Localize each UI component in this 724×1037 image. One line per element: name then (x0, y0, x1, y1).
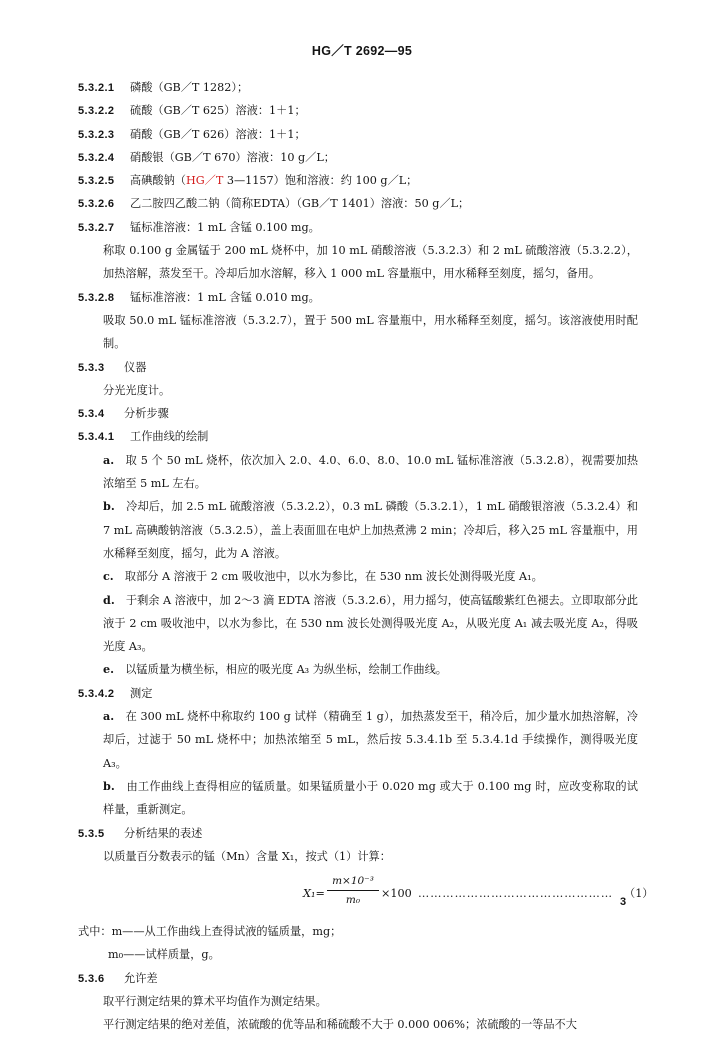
clause-number: 5.3.2.6 (78, 198, 115, 211)
formula-number: （1） (624, 887, 654, 901)
item-text: 以锰质量为横坐标，相应的吸光度 A₃ 为纵坐标，绘制工作曲线。 (125, 663, 447, 677)
clause-text: 3—1157）饱和溶液：约 100 g／L； (223, 174, 418, 188)
item-text: 冷却后，加 2.5 mL 硫酸溶液（5.3.2.2），0.3 mL 磷酸（5.3.2.1），1 mL 硝酸银溶液（5.3.2.4）和 7 mL 高碘酸钠溶液（5.3.2.5），盖上表面皿在电炉上加热煮沸 2 min；冷却后，移入25 mL 容量瓶中，用水稀释至刻度，摇匀，此为 A 溶液。 (103, 500, 638, 560)
section-heading (78, 356, 638, 379)
clause-text: 锰标准溶液：1 mL 含锰 0.010 mg。 (130, 290, 320, 304)
item-label: b. (103, 778, 115, 793)
paragraph: 分光光度计。 (103, 383, 171, 397)
clause-number: 5.3.2.7 (78, 221, 115, 234)
paragraph: 吸取 50.0 mL 锰标准溶液（5.3.2.7），置于 500 mL 容量瓶中，用水稀释至刻度，摇匀。该溶液使用时配制。 (103, 313, 638, 351)
where-m: m——从工作曲线上查得试液的锰质量，mg； (111, 925, 342, 939)
highlighted-code: HG／T (185, 174, 224, 188)
section-heading (78, 402, 638, 425)
paragraph: 以质量百分数表示的锰（Mn）含量 X₁，按式（1）计算： (103, 849, 391, 863)
clause-heading (78, 682, 638, 705)
document-body (78, 76, 654, 1037)
clause-text: 硝酸（GB／T 626）溶液：1＋1； (130, 127, 306, 141)
section-heading (78, 822, 638, 845)
reagent-item (78, 169, 638, 192)
where-line (78, 920, 638, 943)
formula-leader-dots: ………………………………………… (418, 887, 613, 901)
clause-number: 5.3.4.2 (78, 687, 115, 700)
section-number: 5.3.6 (78, 972, 105, 985)
clause-number: 5.3.2.1 (78, 82, 115, 94)
clause-number: 5.3.2.5 (78, 175, 115, 188)
section-title: 分析步骤 (124, 407, 169, 421)
clause-text: 磷酸（GB／T 1282）； (130, 81, 249, 94)
item-label: b. (103, 499, 115, 514)
clause-text: 硝酸银（GB／T 670）溶液：10 g／L； (130, 150, 335, 164)
list-item (78, 589, 638, 659)
clause-number: 5.3.2.3 (78, 128, 115, 141)
clause-number: 5.3.2.8 (78, 291, 115, 304)
list-item (78, 775, 638, 822)
item-text: 取部分 A 溶液于 2 cm 吸收池中，以水为参比，在 530 nm 波长处测得吸光度 A₁。 (124, 570, 543, 584)
list-item (78, 705, 638, 775)
standard-code-header: HG／T 2692—95 (311, 44, 413, 58)
clause-number: 5.3.4.1 (78, 431, 115, 444)
where-intro: 式中： (78, 925, 112, 939)
clause-number: 5.3.2.4 (78, 151, 115, 164)
reagent-item (78, 76, 638, 99)
clause-text: 乙二胺四乙酸二钠（简称EDTA）（GB／T 1401）溶液：50 g／L； (130, 197, 470, 211)
section-title: 分析结果的表述 (124, 826, 203, 840)
reagent-item (78, 216, 638, 239)
page-number: 3 (620, 896, 627, 908)
item-label: a. (103, 452, 115, 467)
formula-multiplier: ×100 (381, 887, 412, 901)
clause-text: 测定 (130, 686, 153, 700)
list-item (78, 565, 638, 588)
reagent-item (78, 146, 638, 169)
reagent-item (78, 192, 638, 215)
formula-fraction (327, 872, 379, 909)
formula-numerator: m×10⁻³ (327, 872, 379, 891)
paragraph: 称取 0.100 g 金属锰于 200 mL 烧杯中，加 10 mL 硝酸溶液（5.3.2.3）和 2 mL 硫酸溶液（5.3.2.2），加热溶解，蒸发至干。冷却后加水溶解，移入 1 000 mL 容量瓶中，用水稀释至刻度，摇匀，备用。 (103, 244, 638, 281)
item-text: 在 300 mL 烧杯中称取约 100 g 试样（精确至 1 g），加热蒸发至干，稍冷后，加少量水加热溶解，冷却后，过滤于 50 mL 烧杯中；加热浓缩至 5 mL，然后按 5.3.4.1b 至 5.3.4.1d 手续操作，测得吸光度 A₃。 (103, 710, 638, 770)
section-heading (78, 967, 638, 990)
paragraph: 取平行测定结果的算术平均值作为测定结果。 (103, 994, 327, 1008)
clause-text: 锰标准溶液：1 mL 含锰 0.100 mg。 (130, 220, 320, 234)
where-m0: m₀——试样质量，g。 (108, 948, 220, 962)
reagent-item (78, 123, 638, 146)
item-text: 由工作曲线上查得相应的锰质量。如果锰质量小于 0.020 mg 或大于 0.100 mg 时，应改变称取的试样量，重新测定。 (103, 779, 638, 817)
reagent-item (78, 99, 638, 122)
list-item (78, 449, 638, 496)
item-text: 于剩余 A 溶液中，加 2～3 滴 EDTA 溶液（5.3.2.6），用力摇匀，使高锰酸紫红色褪去。立即取部分此液于 2 cm 吸收池中，以水为参比，在 530 nm 波长处测得吸光度 A₂，从吸光度 A₁ 减去吸光度 A₂，得吸光度 A₃。 (103, 593, 638, 654)
section-title: 允许差 (124, 971, 158, 985)
item-label: e. (103, 662, 115, 677)
list-item (78, 658, 638, 681)
section-number: 5.3.5 (78, 827, 105, 840)
item-label: a. (103, 709, 115, 724)
formula-denominator: m₀ (345, 894, 361, 907)
clause-text: 硫酸（GB／T 625）溶液：1＋1； (130, 104, 306, 118)
clause-heading (78, 286, 638, 309)
item-text: 取 5 个 50 mL 烧杯，依次加入 2.0、4.0、6.0、8.0、10.0 mL 锰标准溶液（5.3.2.8），视需要加热浓缩至 5 mL 左右。 (103, 453, 638, 491)
clause-heading (78, 425, 638, 448)
formula-lhs: X₁= (303, 887, 325, 901)
section-title: 仪器 (124, 360, 147, 374)
item-label: c. (103, 569, 114, 584)
paragraph: 平行测定结果的绝对差值，浓硫酸的优等品和稀硫酸不大于 0.000 006%；浓硫酸的一等品不大 (103, 1018, 577, 1032)
clause-number: 5.3.2.2 (78, 105, 115, 118)
formula-1 (78, 872, 654, 918)
section-number: 5.3.4 (78, 408, 105, 421)
clause-text: 高碘酸钠（ (130, 174, 186, 188)
list-item (78, 495, 638, 565)
clause-text: 工作曲线的绘制 (130, 430, 209, 444)
section-number: 5.3.3 (78, 361, 105, 374)
item-label: d. (103, 592, 115, 607)
